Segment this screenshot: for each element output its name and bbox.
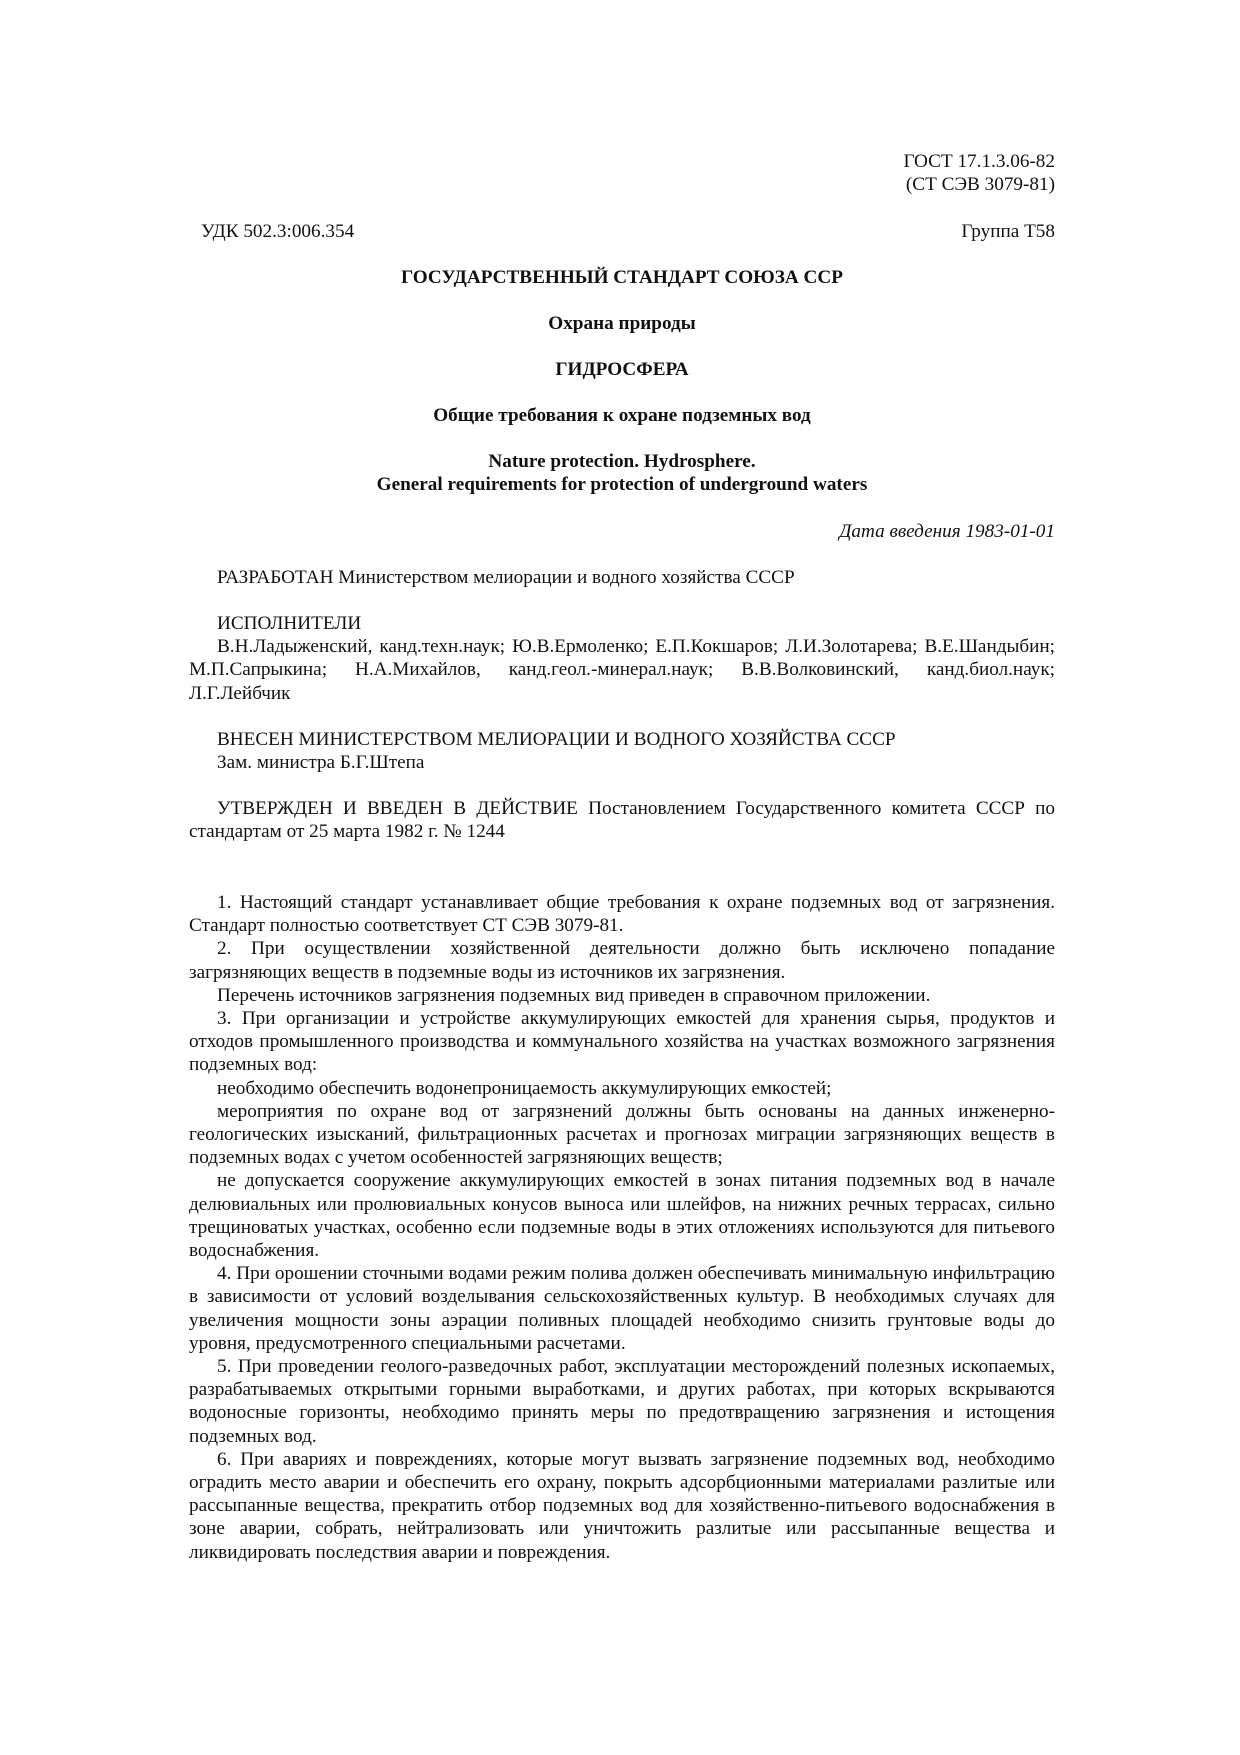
executors-list: В.Н.Ладыженский, канд.техн.наук; Ю.В.Ермоленко; Е.П.Кокшаров; Л.И.Золотарева; В.Е.Шандыбин; М.П.Сапрыкина; Н.А.Михайлов, канд.геол.-минерал.наук; В.В.Волковинский, канд.биол.наук; Л.Г.Лейбчик (189, 636, 1055, 704)
developed-label: РАЗРАБОТАН (217, 567, 334, 588)
body-paragraph: мероприятия по охране вод от загрязнений должны быть основаны на данных инженерно-геологических изысканий, фильтрационных расчетах и прогнозах миграции загрязняющих веществ в подземных водах с учетом особенностей загрязняющих веществ; (189, 1100, 1055, 1169)
executors-label: ИСПОЛНИТЕЛИ (217, 613, 362, 634)
standard-body (189, 891, 1055, 1564)
developed-text: Министерством мелиорации и водного хозяйства СССР (333, 567, 795, 588)
approved-by (189, 797, 1055, 843)
body-paragraph: 3. При организации и устройстве аккумулирующих емкостей для хранения сырья, продуктов и отходов промышленного производства и коммунального хозяйства на участках возможного загрязнения подземных вод: (189, 1008, 1055, 1076)
gost-number: ГОСТ 17.1.3.06-82 (903, 151, 1055, 172)
english-title-line-2: General requirements for protection of underground waters (376, 474, 868, 496)
body-paragraph: необходимо обеспечить водонепроницаемость аккумулирующих емкостей; (217, 1077, 832, 1099)
approved-text: Постановлением Государственного комитета СССР по стандартам от 25 марта 1982 г. № 1244 (189, 798, 1056, 843)
body-paragraph: Перечень источников загрязнения подземных вид приведен в справочном приложении. (217, 984, 931, 1006)
submitted-label: ВНЕСЕН МИНИСТЕРСТВОМ МЕЛИОРАЦИИ И ВОДНОГО ХОЗЯЙСТВА СССР (217, 729, 896, 750)
subject-title: Охрана природы (548, 313, 696, 334)
approved-label: УТВЕРЖДЕН И ВВЕДЕН В ДЕЙСТВИЕ (217, 798, 578, 819)
english-title (189, 450, 1055, 496)
st-sev-number: (СТ СЭВ 3079-81) (905, 174, 1055, 196)
english-title-line-1: Nature protection. Hydrosphere. (488, 451, 756, 472)
body-paragraph: 1. Настоящий стандарт устанавливает общие требования к охране подземных вод от загрязнения. Стандарт полностью соответствует СТ СЭВ 3079-81. (189, 892, 1055, 937)
body-paragraph: 4. При орошении сточными водами режим полива должен обеспечивать минимальную инфильтрацию в зависимости от условий возделывания сельскохозяйственных культур. В необходимых случаях для увеличения мощности зоны аэрации поливных площадей необходимо снизить грунтовые воды до уровня, предусмотренного специальными расчетами. (189, 1263, 1055, 1354)
submitted-by (189, 728, 1055, 774)
group-code: Группа Т58 (961, 221, 1055, 242)
section-title: ГИДРОСФЕРА (555, 359, 689, 380)
document-title: Общие требования к охране подземных вод (433, 405, 811, 426)
udk-code: УДК 502.3:006.354 (201, 221, 355, 242)
body-paragraph: не допускается сооружение аккумулирующих емкостей в зонах питания подземных вод в начале делювиальных или пролювиальных конусов выноса или шлейфов, на нижних речных террасах, сильно трещиноватых участках, особенно если подземные воды в этих отложениях используются для питьевого водоснабжения. (189, 1170, 1055, 1262)
body-paragraph: 6. При авариях и повреждениях, которые могут вызвать загрязнение подземных вод, необходимо оградить место аварии и обеспечить его охрану, покрыть адсорбционными материалами разлитые или рассыпанные вещества, прекратить отбор подземных вод для хозяйственно-питьевого водоснабжения в зоне аварии, собрать, нейтрализовать или уничтожить разлитые или рассыпанные вещества и ликвидировать последствия аварии и повреждения. (189, 1448, 1055, 1563)
introduction-date: Дата введения 1983-01-01 (839, 521, 1055, 542)
body-paragraph: 5. При проведении геолого-разведочных работ, эксплуатации месторождений полезных ископаемых, разрабатываемых открытыми горными выработками, и других работах, при которых вскрываются водоносные горизонты, необходимо принять меры по предотвращению загрязнения и истощения подземных вод. (189, 1356, 1055, 1447)
submitted-text: Зам. министра Б.Г.Штепа (217, 752, 425, 774)
document-designation (700, 150, 1055, 196)
body-paragraph: 2. При осуществлении хозяйственной деятельности должно быть исключено попадание загрязняющих веществ в подземные воды из источников их загрязнения. (189, 938, 1055, 983)
executors (189, 612, 1055, 705)
standard-title: ГОСУДАРСТВЕННЫЙ СТАНДАРТ СОЮЗА ССР (401, 267, 843, 288)
developed-by (189, 566, 1055, 589)
